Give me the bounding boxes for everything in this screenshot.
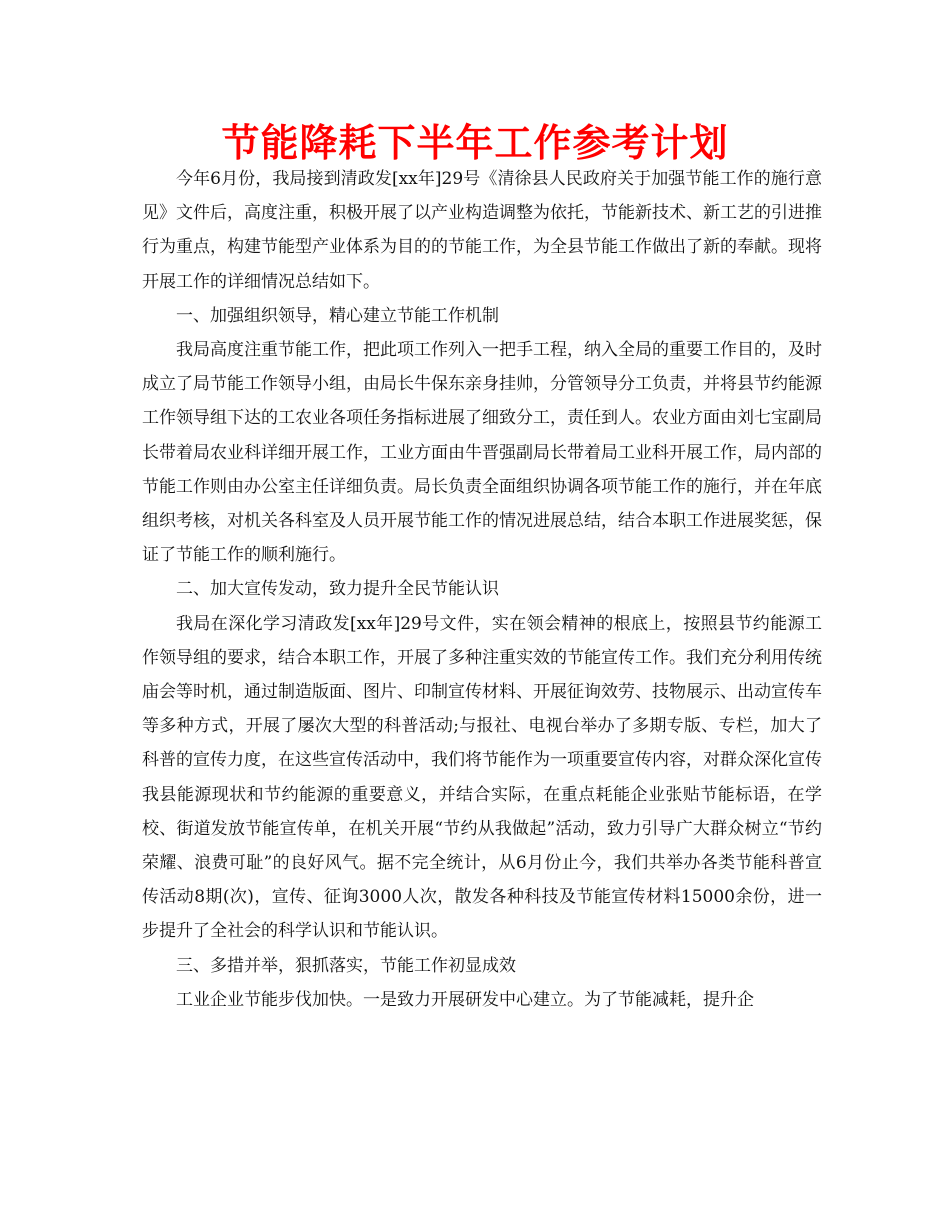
intro-paragraph: 今年6月份，我局接到清政发[xx年]29号《清徐县人民政府关于加强节能工作的施行意见》文件后，高度注重，积极开展了以产业构造调整为依托，节能新技术、新工艺的引进推行为重点，构建节能型产业体系为目的的节能工作，为全县节能工作做出了新的奉献。现将开展工作的详细情况总结如下。 [142, 169, 822, 292]
section-1-paragraph: 我局高度注重节能工作，把此项工作列入一把手工程，纳入全局的重要工作目的，及时成立了局节能工作领导小组，由局长牛保东亲身挂帅，分管领导分工负责，并将县节约能源工作领导组下达的工农业各项任务指标进展了细致分工，责任到人。农业方面由刘七宝副局长带着局农业科详细开展工作，工业方面由牛晋强副局长带着局工业科开展工作，局内部的节能工作则由办公室主任详细负责。局长负责全面组织协调各项节能工作的施行，并在年底组织考核，对机关各科室及人员开展节能工作的情况进展总结，结合本职工作进展奖惩，保证了节能工作的顺利施行。 [142, 340, 822, 566]
section-2-paragraph: 我局在深化学习清政发[xx年]29号文件，实在领会精神的根底上，按照县节约能源工作领导组的要求，结合本职工作，开展了多种注重实效的节能宣传工作。我们充分利用传统庙会等时机，通过制造版面、图片、印制宣传材料、开展征询效劳、技物展示、出动宣传车等多种方式，开展了屡次大型的科普活动;与报社、电视台举办了多期专版、专栏，加大了科普的宣传力度，在这些宣传活动中，我们将节能作为一项重要宣传内容，对群众深化宣传我县能源现状和节约能源的重要意义，并结合实际，在重点耗能企业张贴节能标语，在学校、街道发放节能宣传单，在机关开展“节约从我做起”活动，致力引导广大群众树立“节约荣耀、浪费可耻”的良好风气。据不完全统计，从6月份止今，我们共举办各类节能科普宣传活动8期(次)，宣传、征询3000人次，散发各种科技及节能宣传材料15000余份，进一步提升了全社会的科学认识和节能认识。 [142, 613, 822, 942]
document-title: 节能降耗下半年工作参考计划 [221, 121, 729, 165]
section-heading-3: 三、多措并举，狠抓落实，节能工作初显成效 [176, 955, 516, 976]
section-heading-2: 二、加大宣传发动，致力提升全民节能认识 [176, 579, 499, 600]
section-3-paragraph: 工业企业节能步伐加快。一是致力开展研发中心建立。为了节能减耗，提升企 [176, 989, 754, 1010]
section-heading-1: 一、加强组织领导，精心建立节能工作机制 [176, 305, 499, 326]
document-body [142, 162, 822, 1017]
